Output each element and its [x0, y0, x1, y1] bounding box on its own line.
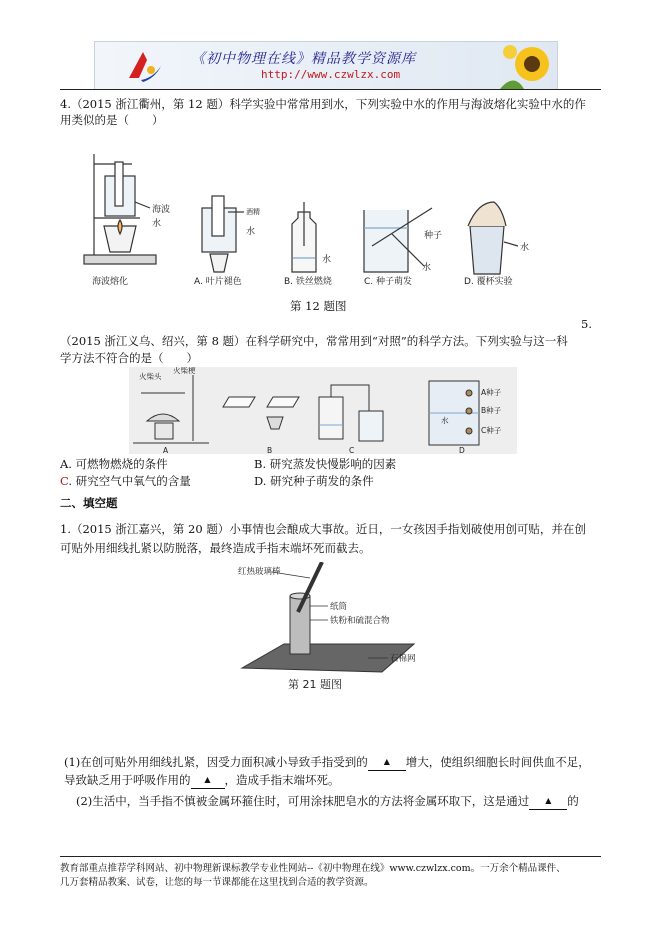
q5-fig-seed-a: A种子 [481, 388, 502, 397]
banner-url[interactable]: http://www.czwlzx.com [261, 68, 401, 81]
blank-3-mark: ▲ [545, 796, 552, 805]
fill1-figure [238, 562, 422, 692]
q4-fig-b-water: 水 [322, 255, 332, 265]
fill1-fig-tube: 纸筒 [330, 602, 348, 612]
q5-figure [129, 367, 517, 454]
section-title: 二、填空题 [60, 496, 118, 510]
fill1-fig-net: 石棉网 [390, 654, 416, 664]
blank-2[interactable] [191, 772, 225, 789]
q5-fig-a: A [163, 446, 169, 454]
q5-option-c [60, 473, 191, 489]
q4-fig-c-seed: 种子 [424, 231, 443, 241]
fill1-p2-a: (2)生活中，当手指不慎被金属环箍住时，可用涂抹肥皂水的方法将金属环取下，这是通过 [76, 794, 530, 808]
footer-line1: 教育部重点推荐学科网站、初中物理新课标教学专业性网站--《初中物理在线》www.czwlzx.com。一万余个精品课件、 [60, 863, 566, 874]
q5-fig-b: B [267, 446, 273, 454]
fill1-fig-caption: 第 21 题图 [288, 678, 342, 691]
footer-line2: 几万套精品教案、试卷，让您的每一节课都能在这里找到合适的教学资源。 [60, 877, 374, 888]
q4-figure [72, 142, 542, 296]
fill1-p1-line1 [64, 754, 590, 771]
blank-1-mark: ▲ [383, 757, 390, 766]
q5-option-a: A. 可燃物燃烧的条件 [60, 457, 168, 471]
q4-fig-a-small: 酒精 [246, 208, 260, 216]
q4-fig-a: A. 叶片褪色 [194, 277, 242, 287]
q4-fig-c-water: 水 [422, 263, 432, 273]
sunflower-icon [500, 42, 558, 89]
q4-line2: 用类似的是（ ） [60, 113, 164, 127]
q4-caption: 第 12 题图 [290, 299, 347, 313]
header-banner [94, 41, 558, 90]
fill1-line2: 可贴外用细线扎紧以防脱落，最终造成手指末端坏死而截去。 [60, 541, 371, 555]
fill1-p1-line2 [64, 772, 340, 789]
fill1-fig-powder: 铁粉和硫混合物 [330, 616, 390, 626]
q5-fig-match: 火柴头 [139, 372, 162, 381]
q5-fig-d: D [459, 446, 465, 454]
q5-option-c-letter: C [60, 474, 69, 488]
fill1-p1-a: (1)在创可贴外用细线扎紧，因受力面积减小导致手指受到的 [64, 755, 368, 769]
q4-line1: 4.（2015 浙江衢州，第 12 题）科学实验中常常用到水，下列实验中水的作用与海波熔化实验中水的作 [60, 97, 586, 111]
fill1-line1: 1.（2015 浙江嘉兴，第 20 题）小事情也会酿成大事故。近日，一女孩因手指划破使用创可贴，并在创 [60, 522, 586, 536]
q4-fig-main-label: 海波熔化 [92, 277, 129, 287]
q5-line1: （2015 浙江义乌、绍兴，第 8 题）在科学研究中，常常用到“对照”的科学方法。下列实验与这一科 [60, 334, 568, 348]
blank-2-mark: ▲ [204, 775, 211, 784]
q5-line2: 学方法不符合的是（ ） [60, 351, 198, 365]
fill1-p1-b: 增大，使组织细胞长时间供血不足， [405, 755, 590, 769]
fill1-p2-line1 [76, 793, 579, 810]
header-divider [60, 89, 601, 90]
q5-fig-seed-b: B种子 [481, 406, 502, 415]
q4-fig-b: B. 铁丝燃烧 [284, 277, 332, 287]
q4-fig-hb-top: 海波 [152, 205, 171, 215]
q5-fig-seed-c: C种子 [481, 426, 502, 435]
fill1-p1-d: ，造成手指末端坏死。 [224, 773, 340, 787]
logo-icon [125, 48, 165, 84]
q5-fig-c: C [349, 446, 355, 454]
q4-fig-d-water: 水 [520, 243, 530, 253]
fill1-p1-c: 导致缺乏用于呼吸作用的 [64, 773, 191, 787]
blank-1[interactable] [368, 754, 406, 771]
q5-fig-water: 水 [441, 416, 449, 425]
fill1-p2-b: 的 [567, 794, 579, 808]
q5-option-c-text: . 研究空气中氧气的含量 [68, 474, 191, 488]
q5-option-b: B. 研究蒸发快慢影响的因素 [254, 457, 397, 471]
blank-3[interactable] [529, 793, 567, 810]
q5-fig-paper: 火柴梗 [173, 367, 196, 375]
q4-fig-hb-bot: 水 [152, 219, 162, 229]
q5-option-d: D. 研究种子萌发的条件 [254, 474, 374, 488]
banner-title: 《初中物理在线》精品教学资源库 [191, 51, 416, 67]
footer-divider [60, 856, 601, 857]
q4-fig-d: D. 覆杯实验 [464, 277, 513, 287]
q4-fig-c: C. 种子萌发 [364, 277, 413, 287]
q5-number: 5. [581, 317, 592, 331]
q4-fig-a-water: 水 [246, 227, 256, 237]
fill1-fig-rod: 红热玻璃棒 [238, 567, 281, 577]
